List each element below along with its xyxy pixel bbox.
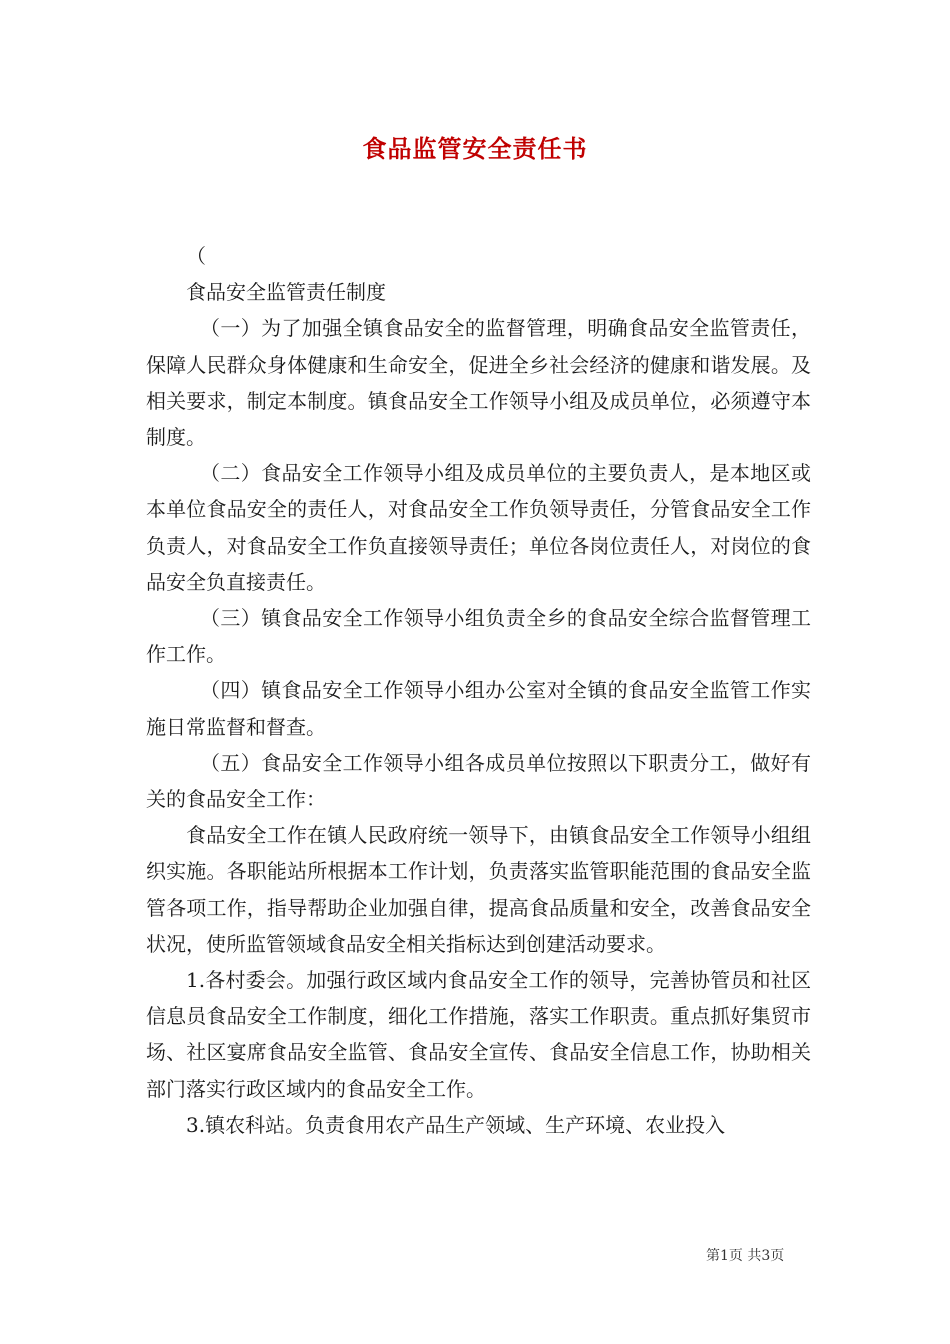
paragraph-agri-station: 3.镇农科站。负责食用农产品生产领域、生产环境、农业投入 (186, 1112, 726, 1137)
document-title: 食品监管安全责任书 (362, 134, 588, 163)
paragraph-item-1: （一）为了加强全镇食品安全的监督管理，明确食品安全监管责任，保障人民群众身体健康和生命安全，促进全乡社会经济的健康和谐发展。及相关要求，制定本制度。镇食品安全工作领导小组及成员单位，必须遵守本制度。 (146, 316, 811, 450)
paragraph-open-bracket: （ (186, 244, 206, 268)
page-number: 第1页 共3页 (706, 1248, 785, 1264)
paragraph-item-5: （五）食品安全工作领导小组各成员单位按照以下职责分工，做好有关的食品安全工作： (146, 750, 811, 812)
paragraph-item-3: （三）镇食品安全工作领导小组负责全乡的食品安全综合监督管理工作工作。 (146, 606, 811, 667)
paragraph-item-4: （四）镇食品安全工作领导小组办公室对全镇的食品安全监管工作实施日常监督和督查。 (146, 678, 811, 739)
paragraph-heading: 食品安全监管责任制度 (186, 280, 386, 305)
paragraph-item-2: （二）食品安全工作领导小组及成员单位的主要负责人，是本地区或本单位食品安全的责任人，对食品安全工作负领导责任，分管食品安全工作负责人，对食品安全工作负直接领导责任；单位各岗位责任人，对岗位的食品安全负直接责任。 (146, 461, 811, 594)
document-body (146, 238, 811, 1143)
paragraph-village-committees: 1.各村委会。加强行政区域内食品安全工作的领导，完善协管员和社区信息员食品安全工作制度，细化工作措施，落实工作职责。重点抓好集贸市场、社区宴席食品安全监管、食品安全宣传、食品安全信息工作，协助相关部门落实行政区域内的食品安全工作。 (146, 968, 811, 1101)
paragraph-general: 食品安全工作在镇人民政府统一领导下，由镇食品安全工作领导小组组织实施。各职能站所根据本工作计划，负责落实监管职能范围的食品安全监管各项工作，指导帮助企业加强自律，提高食品质量和安全，改善食品安全状况，使所监管领域食品安全相关指标达到创建活动要求。 (146, 823, 811, 956)
